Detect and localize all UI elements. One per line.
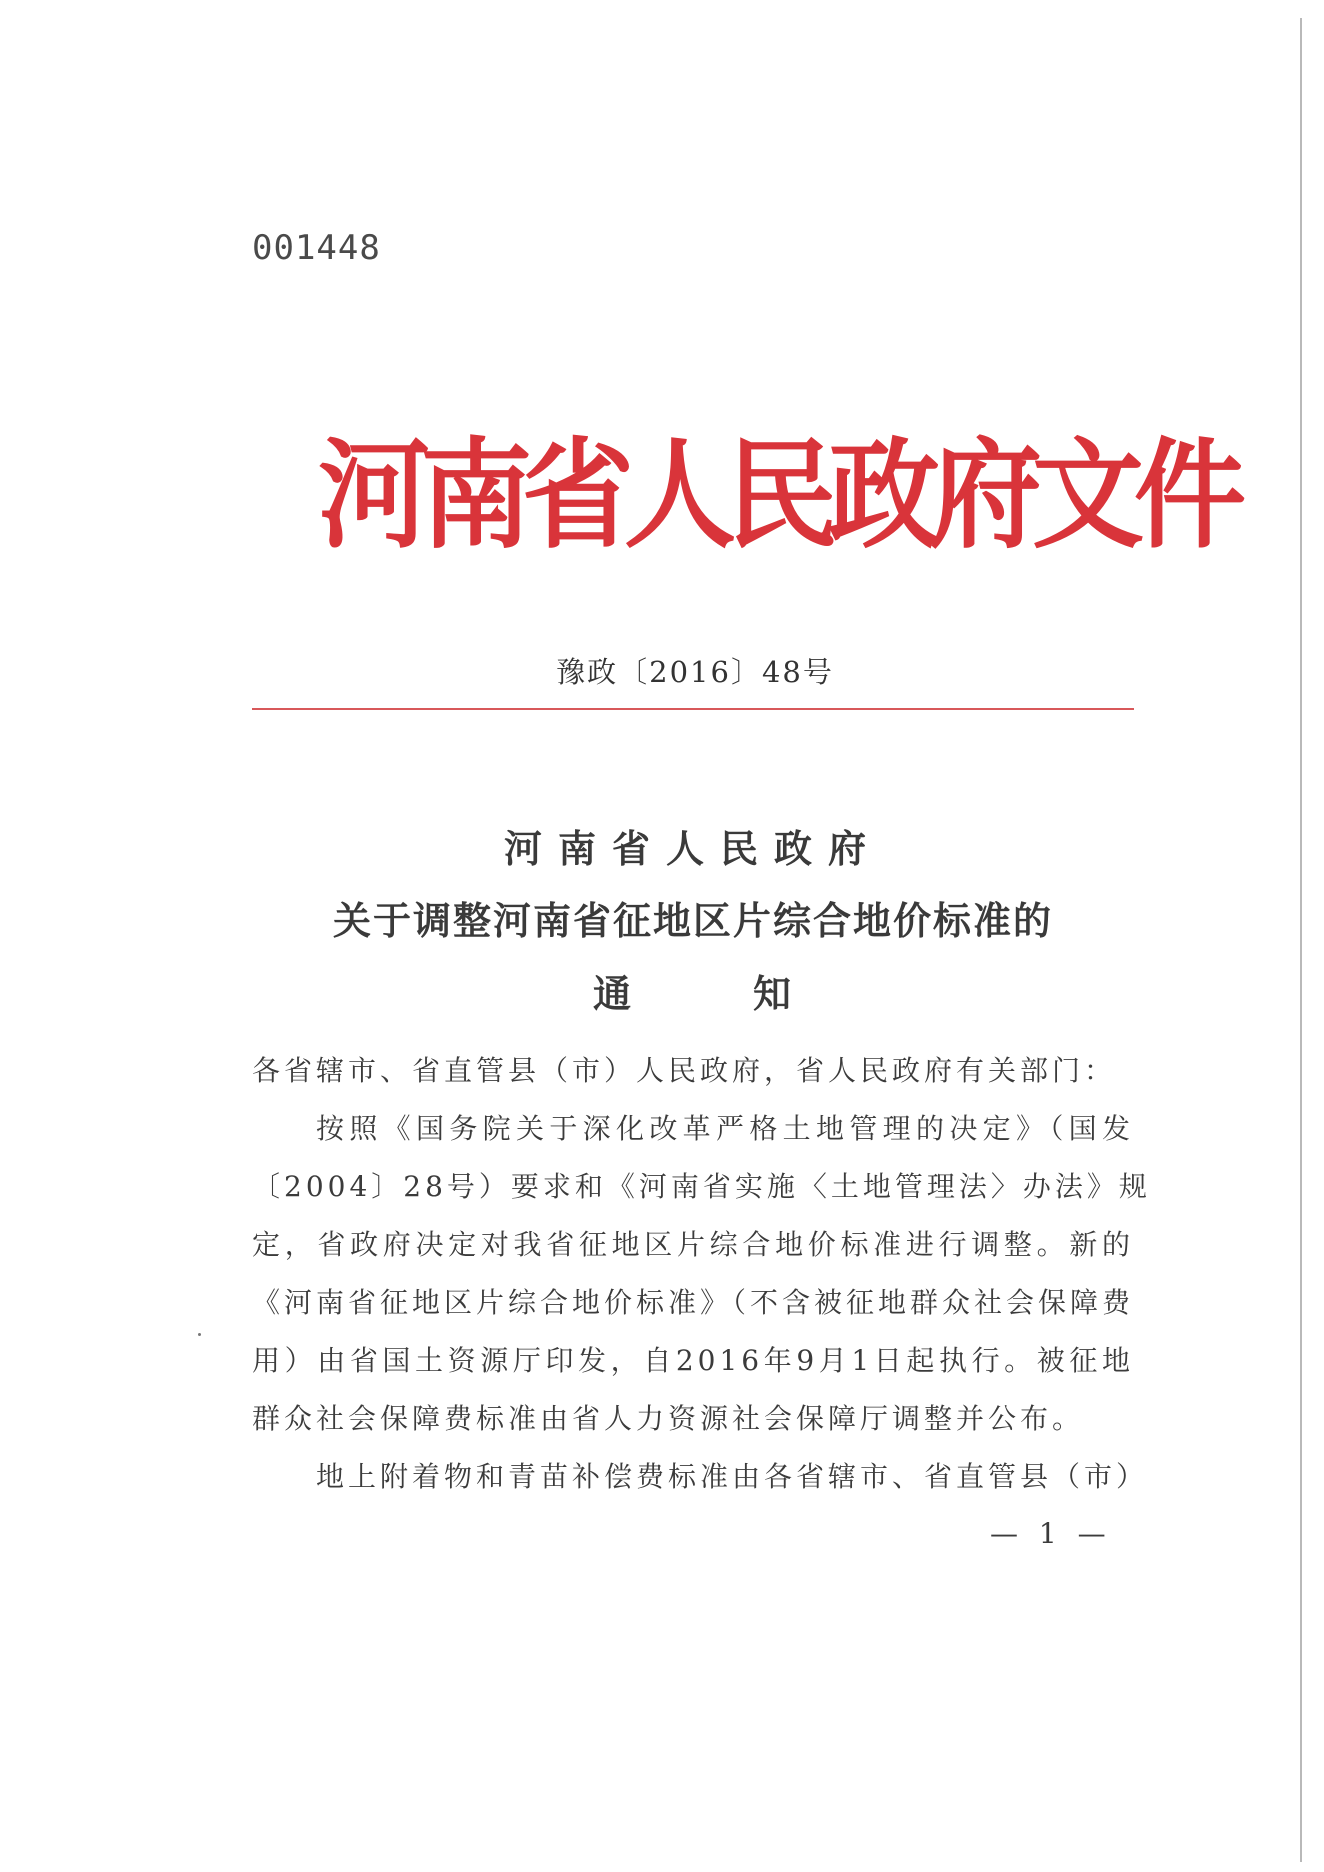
body-line-addressee: 各省辖市、省直管县（市）人民政府，省人民政府有关部门： <box>252 1054 1117 1087</box>
document-number: 豫政〔2016〕48号 <box>556 655 834 689</box>
body-line: 定，省政府决定对我省征地区片综合地价标准进行调整。新的 <box>252 1228 1134 1261</box>
serial-number: 001448 <box>252 228 381 268</box>
body-line: 按照《国务院关于深化改革严格土地管理的决定》（国发 <box>316 1112 1134 1145</box>
body-line: 地上附着物和青苗补偿费标准由各省辖市、省直管县（市） <box>316 1460 1149 1493</box>
scan-edge-line <box>1300 18 1302 1862</box>
scan-speck <box>198 1333 201 1336</box>
body-line: 群众社会保障费标准由省人力资源社会保障厅调整并公布。 <box>252 1402 1085 1435</box>
title-line-3-first: 通 <box>592 972 633 1016</box>
body-line: 《河南省征地区片综合地价标准》（不含被征地群众社会保障费 <box>252 1286 1135 1319</box>
page-number: — 1 — <box>990 1517 1112 1550</box>
title-line-2: 关于调整河南省征地区片综合地价标准的 <box>332 899 1053 943</box>
masthead-title: 河南省人民政府文件 <box>318 427 1236 566</box>
title-line-1: 河南省人民政府 <box>503 827 882 871</box>
body-line: 用）由省国土资源厅印发，自2016年9月1日起执行。被征地 <box>252 1344 1134 1377</box>
body-line: 〔2004〕28号）要求和《河南省实施〈土地管理法〉办法》规 <box>252 1170 1151 1203</box>
title-line-3-second: 知 <box>753 972 794 1016</box>
title-line-3 <box>252 963 1134 1018</box>
red-divider-rule <box>252 708 1134 710</box>
